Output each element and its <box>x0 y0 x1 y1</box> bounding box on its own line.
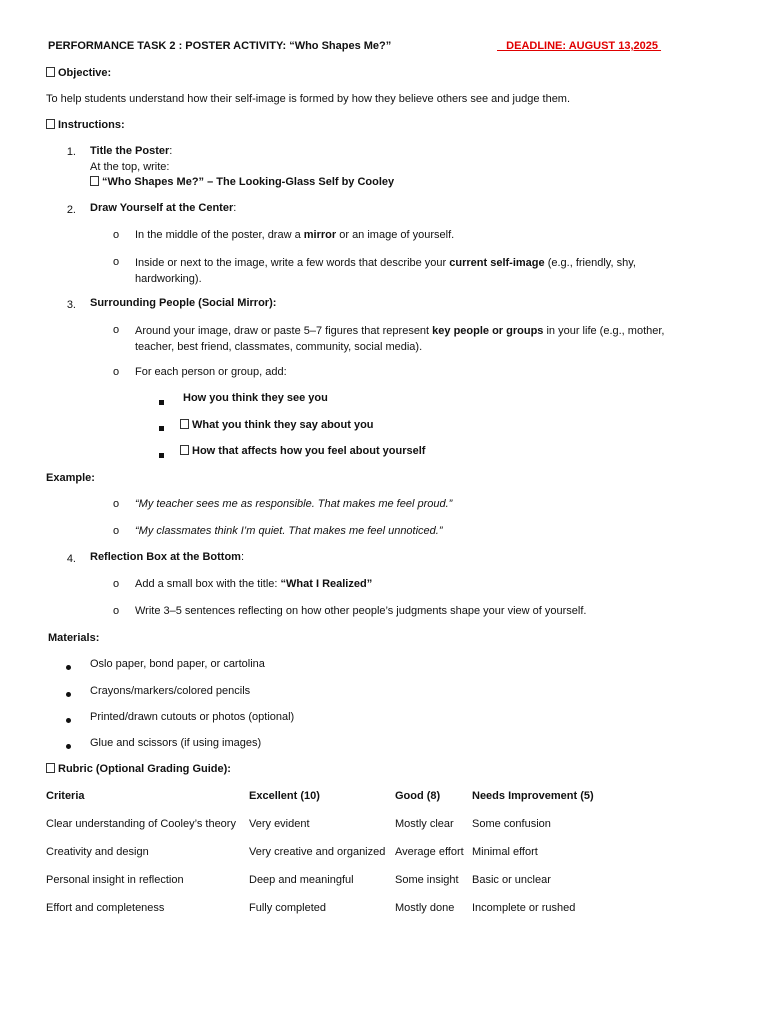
step-number: 4. <box>66 553 76 565</box>
bullet-o: o <box>113 498 120 510</box>
page-title: PERFORMANCE TASK 2 : POSTER ACTIVITY: “Who Shapes Me?” <box>48 40 392 52</box>
table-header: Needs Improvement (5) <box>472 790 594 802</box>
bullet-o: o <box>113 605 120 617</box>
example-heading: Example: <box>46 472 95 484</box>
missing-glyph-icon <box>180 419 189 429</box>
sub-item: How that affects how you feel about yourself <box>180 445 425 457</box>
table-header: Good (8) <box>395 790 441 802</box>
step-number: 3. <box>66 299 76 311</box>
table-header: Excellent (10) <box>249 790 320 802</box>
table-cell: Mostly clear <box>395 818 454 830</box>
bullet-dot <box>66 740 71 752</box>
missing-glyph-icon <box>46 67 55 77</box>
bullet-o: o <box>113 578 120 590</box>
table-cell: Clear understanding of Cooley’s theory <box>46 818 236 830</box>
bullet-o: o <box>113 229 120 241</box>
bullet-o: o <box>113 324 120 336</box>
list-item: Add a small box with the title: “What I Realized” <box>135 578 373 590</box>
material-item: Crayons/markers/colored pencils <box>90 685 251 697</box>
bullet-dot <box>66 714 71 726</box>
example-item: “My classmates think I’m quiet. That makes me feel unnoticed.” <box>135 525 443 537</box>
missing-glyph-icon <box>46 763 55 773</box>
step-title: Surrounding People (Social Mirror): <box>90 297 277 309</box>
step-text: “Who Shapes Me?” – The Looking-Glass Self by Cooley <box>90 176 394 188</box>
list-item: Inside or next to the image, write a few words that describe your current self-image (e.g., friendly, shy, hardworking). <box>135 257 636 285</box>
material-item: Glue and scissors (if using images) <box>90 737 262 749</box>
bullet-o: o <box>113 366 120 378</box>
bullet-dot <box>66 661 71 673</box>
table-cell: Deep and meaningful <box>249 874 354 886</box>
list-item: For each person or group, add: <box>135 366 287 378</box>
table-cell: Basic or unclear <box>472 874 551 886</box>
square-bullet <box>159 396 164 408</box>
list-item: Around your image, draw or paste 5–7 figures that represent key people or groups in your life (e.g., mother, teacher, best friend, classmates, community, social media). <box>135 325 665 353</box>
material-item: Oslo paper, bond paper, or cartolina <box>90 658 265 670</box>
bullet-o: o <box>113 525 120 537</box>
table-cell: Effort and completeness <box>46 902 165 914</box>
rubric-heading: Rubric (Optional Grading Guide): <box>46 763 231 775</box>
materials-heading: Materials: <box>48 632 100 644</box>
square-bullet <box>159 449 164 461</box>
step-number: 1. <box>66 146 76 158</box>
bullet-dot <box>66 688 71 700</box>
step-title: Title the Poster: <box>90 145 173 157</box>
table-cell: Mostly done <box>395 902 455 914</box>
step-number: 2. <box>66 204 76 216</box>
example-item: “My teacher sees me as responsible. That makes me feel proud.” <box>135 498 453 510</box>
table-cell: Personal insight in reflection <box>46 874 184 886</box>
missing-glyph-icon <box>180 445 189 455</box>
missing-glyph-icon <box>90 176 99 186</box>
square-bullet <box>159 422 164 434</box>
table-cell: Minimal effort <box>472 846 538 858</box>
objective-text: To help students understand how their self-image is formed by how they believe others see and judge them. <box>46 93 571 105</box>
table-cell: Average effort <box>395 846 464 858</box>
sub-item: What you think they say about you <box>180 419 374 431</box>
bullet-o: o <box>113 256 120 268</box>
deadline: DEADLINE: AUGUST 13,2025 <box>497 40 662 52</box>
table-cell: Very evident <box>249 818 310 830</box>
step-text: At the top, write: <box>90 161 170 173</box>
missing-glyph-icon <box>46 119 55 129</box>
table-cell: Some confusion <box>472 818 551 830</box>
material-item: Printed/drawn cutouts or photos (optional) <box>90 711 295 723</box>
list-item: In the middle of the poster, draw a mirror or an image of yourself. <box>135 229 455 241</box>
instructions-heading: Instructions: <box>46 119 125 131</box>
table-header: Criteria <box>46 790 85 802</box>
table-cell: Incomplete or rushed <box>472 902 576 914</box>
step-title: Reflection Box at the Bottom: <box>90 551 245 563</box>
table-cell: Creativity and design <box>46 846 149 858</box>
list-item: Write 3–5 sentences reflecting on how other people’s judgments shape your view of yourself. <box>135 605 587 617</box>
table-cell: Some insight <box>395 874 459 886</box>
table-cell: Fully completed <box>249 902 327 914</box>
objective-heading: Objective: <box>46 67 111 79</box>
sub-item: How you think they see you <box>183 392 328 404</box>
table-cell: Very creative and organized <box>249 846 386 858</box>
step-title: Draw Yourself at the Center: <box>90 202 237 214</box>
